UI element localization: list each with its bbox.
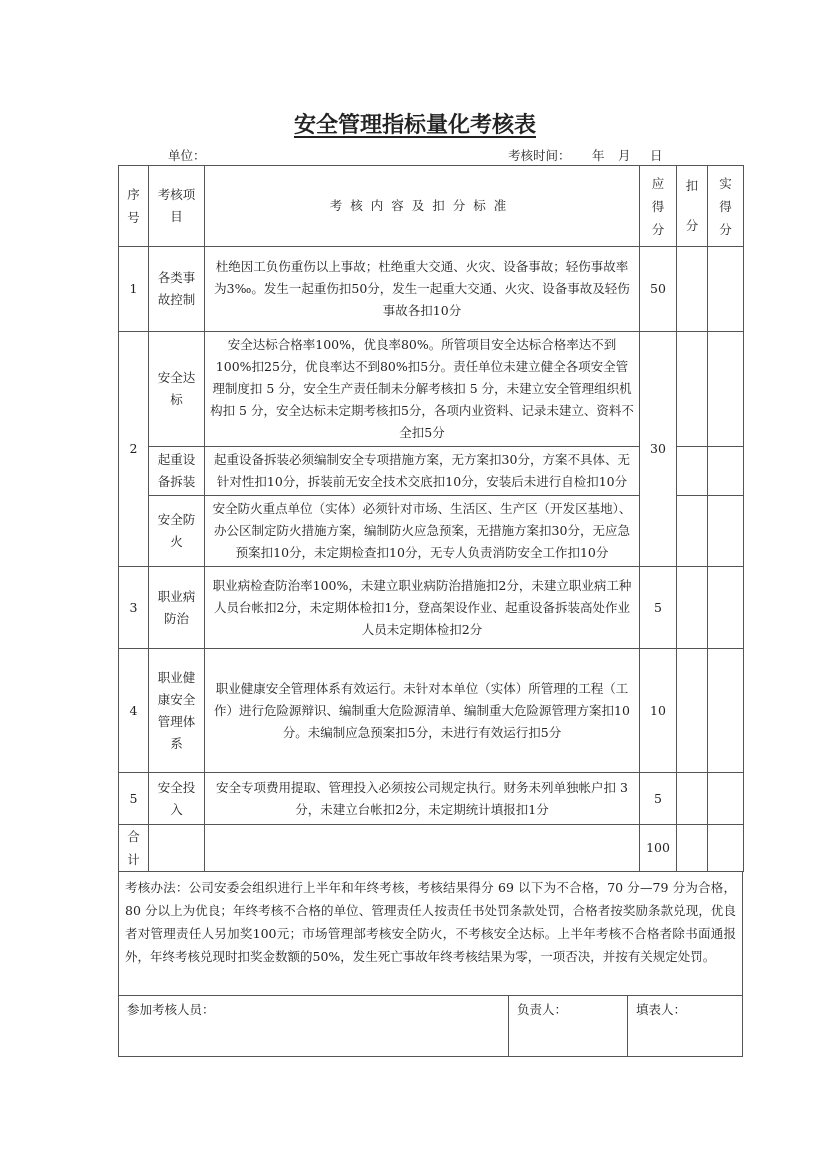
actual-cell[interactable]: [708, 567, 744, 649]
actual-cell[interactable]: [708, 332, 744, 447]
table-row: [119, 567, 744, 649]
table-row: [119, 332, 744, 447]
row-seq: 2: [119, 332, 149, 567]
deduct-cell[interactable]: [677, 247, 708, 332]
row-item: 各类事故控制: [149, 247, 205, 332]
header-should: 应得分: [640, 166, 677, 247]
header-item: 考核项目: [149, 166, 205, 247]
header-content: 考核内容及扣分标准: [205, 166, 640, 247]
unit-label: 单位：: [168, 148, 206, 163]
actual-cell[interactable]: [708, 447, 744, 496]
row-score: 50: [640, 247, 677, 332]
row-score: 5: [640, 567, 677, 649]
participants-field[interactable]: 参加考核人员：: [118, 996, 509, 1057]
table-row: [119, 649, 744, 773]
signature-row: [118, 996, 743, 1057]
row-item: 职业病防治: [149, 567, 205, 649]
deduct-cell[interactable]: [677, 825, 708, 872]
header-actual: 实得分: [708, 166, 744, 247]
assessment-table: [118, 165, 744, 872]
row-content: 职业健康安全管理体系有效运行。未针对本单位（实体）所管理的工程（工作）进行危险源辩识、编制重大危险源清单、编制重大危险源管理方案扣10分。未编制应急预案扣5分，未进行有效运行扣5分: [205, 649, 640, 773]
total-label: 合计: [119, 825, 149, 872]
assessment-method: 考核办法：公司安委会组织进行上半年和年终考核，考核结果得分 69 以下为不合格，70 分—79 分为合格，80 分以上为优良；年终考核不合格的单位、管理责任人按责任书处罚条款处罚，合格者按奖励条款兑现，优良者对管理责任人另加奖100元；市场管理部考核安全防火，不考核安全达标。上半年考核不合格者除书面通报外，年终考核兑现时扣奖金数额的50%，发生死亡事故年终考核结果为零，一项否决，并按有关规定处罚。: [118, 872, 743, 996]
table-row: [119, 247, 744, 332]
row-content: 杜绝因工负伤重伤以上事故；杜绝重大交通、火灾、设备事故；轻伤事故率为3‰。发生一起重伤扣50分，发生一起重大交通、火灾、设备事故及轻伤事故各扣10分: [205, 247, 640, 332]
table-row: [119, 773, 744, 825]
header-row: [119, 166, 744, 247]
deduct-cell[interactable]: [677, 567, 708, 649]
actual-cell[interactable]: [708, 773, 744, 825]
row-content: 职业病检查防治率100%，未建立职业病防治措施扣2分，未建立职业病工种人员台帐扣2分，未定期体检扣1分，登高架设作业、起重设备拆装高处作业人员未定期体检扣2分: [205, 567, 640, 649]
row-score: 5: [640, 773, 677, 825]
row-item: 安全达标: [149, 332, 205, 447]
row-content: 安全专项费用提取、管理投入必须按公司规定执行。财务未列单独帐户扣 3 分，未建立台帐扣2分，未定期统计填报扣1分: [205, 773, 640, 825]
form-body: [118, 165, 743, 1057]
row-score: 10: [640, 649, 677, 773]
header-seq: 序号: [119, 166, 149, 247]
row-content: 安全达标合格率100%，优良率80%。所管项目安全达标合格率达不到100%扣25分，优良率达不到80%扣5分。责任单位未建立健全各项安全管理制度扣 5 分，安全生产责任制未分解考核扣 5 分，未建立安全管理组织机构扣 5 分，安全达标未定期考核扣5分，各项内业资料、记录未建立、资料不全扣5分: [205, 332, 640, 447]
row-seq: 5: [119, 773, 149, 825]
deduct-cell[interactable]: [677, 496, 708, 567]
time-label: 考核时间：: [508, 148, 571, 163]
row-content: 起重设备拆装必须编制安全专项措施方案，无方案扣30分，方案不具体、无针对性扣10分，拆装前无安全技术交底扣10分，安装后未进行自检扣10分: [205, 447, 640, 496]
month-label: 月: [618, 148, 631, 163]
deduct-cell[interactable]: [677, 332, 708, 447]
total-row: [119, 825, 744, 872]
deduct-cell[interactable]: [677, 773, 708, 825]
row-seq: 3: [119, 567, 149, 649]
actual-cell[interactable]: [708, 825, 744, 872]
row-item: 职业健康安全管理体系: [149, 649, 205, 773]
deduct-cell[interactable]: [677, 447, 708, 496]
actual-cell[interactable]: [708, 649, 744, 773]
page-title: 安全管理指标量化考核表: [293, 113, 536, 138]
deduct-cell[interactable]: [677, 649, 708, 773]
actual-cell[interactable]: [708, 247, 744, 332]
row-score: 30: [640, 332, 677, 567]
responsible-field[interactable]: 负责人：: [509, 996, 628, 1057]
header-deduct: 扣分: [677, 166, 708, 247]
actual-cell[interactable]: [708, 496, 744, 567]
row-seq: 1: [119, 247, 149, 332]
row-seq: 4: [119, 649, 149, 773]
filler-field[interactable]: 填表人：: [628, 996, 743, 1057]
day-label: 日: [650, 148, 663, 163]
year-label: 年: [592, 148, 605, 163]
row-item: 安全防火: [149, 496, 205, 567]
row-item: 安全投入: [149, 773, 205, 825]
total-score: 100: [640, 825, 677, 872]
row-content: 安全防火重点单位（实体）必须针对市场、生活区、生产区（开发区基地）、办公区制定防火措施方案，编制防火应急预案，无措施方案扣30分，无应急预案扣10分，未定期检查扣10分，无专人负责消防安全工作扣10分: [205, 496, 640, 567]
row-item: 起重设备拆装: [149, 447, 205, 496]
